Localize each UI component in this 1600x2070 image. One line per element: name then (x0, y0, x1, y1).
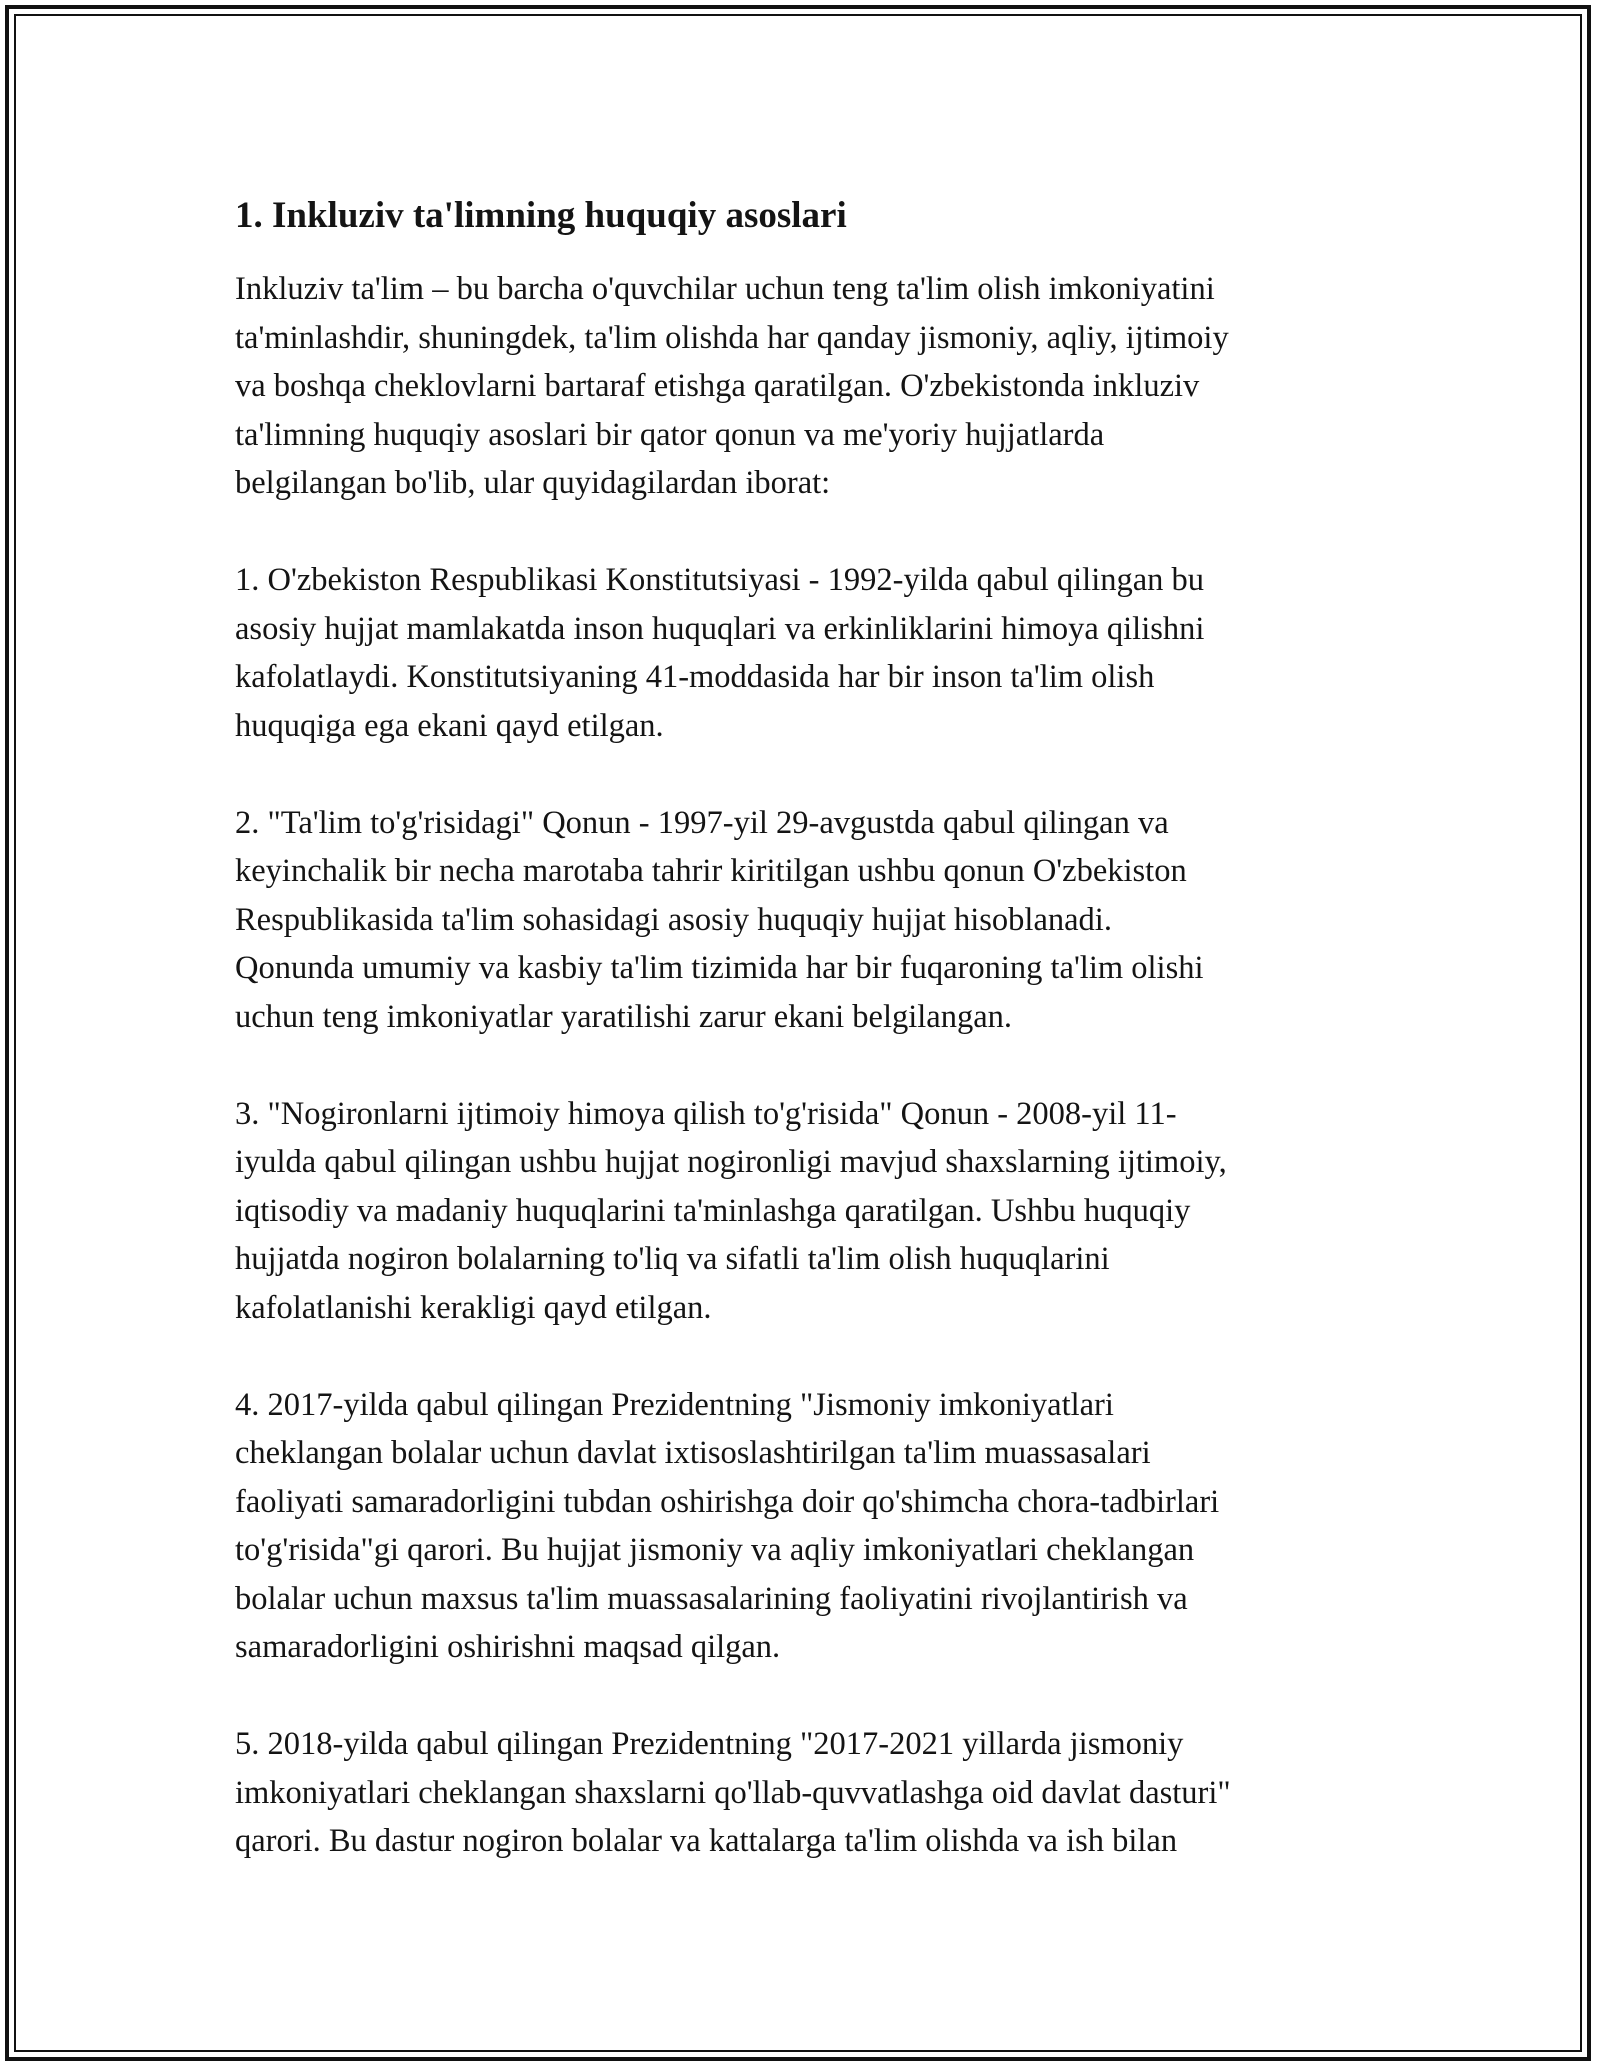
list-item-2017-decree (235, 1381, 1370, 1672)
list-item-education-law (235, 799, 1370, 1042)
list-item-2018-decree (235, 1720, 1370, 1866)
text-line: ta'minlashdir, shuningdek, ta'lim olishda har qanday jismoniy, aqliy, ijtimoiy (235, 319, 1229, 356)
text-line: va boshqa cheklovlarni bartaraf etishga qaratilgan. O'zbekistonda inkluziv (235, 368, 1200, 404)
section-heading: 1. Inkluziv ta'limning huquqiy asoslari (235, 195, 847, 236)
text-line: 4. 2017-yilda qabul qilingan Prezidentning "Jismoniy imkoniyatlari (235, 1386, 1114, 1423)
text-line: Respublikasida ta'lim sohasidagi asosiy huquqiy hujjat hisoblanadi. (235, 901, 1112, 938)
text-line: qarori. Bu dastur nogiron bolalar va kattalarga ta'lim olishda va ish bilan (235, 1823, 1178, 1859)
text-line: Inkluziv ta'lim – bu barcha o'quvchilar uchun teng ta'lim olish imkoniyatini (235, 271, 1215, 307)
text-line: kafolatlaydi. Konstitutsiyaning 41-moddasida har bir inson ta'lim olish (235, 659, 1155, 695)
text-line: bolalar uchun maxsus ta'lim muassasalarining faoliyatini rivojlantirish va (235, 1580, 1188, 1617)
text-line: samaradorligini oshirishni maqsad qilgan. (235, 1629, 781, 1665)
text-line: iyulda qabul qilingan ushbu hujjat nogironligi mavjud shaxslarning ijtimoiy, (235, 1144, 1227, 1180)
text-line: Qonunda umumiy va kasbiy ta'lim tizimida har bir fuqaroning ta'lim olishi (235, 950, 1204, 986)
text-line: iqtisodiy va madaniy huquqlarini ta'minlashga qaratilgan. Ushbu huquqiy (235, 1192, 1191, 1229)
text-line: to'g'risida"gi qarori. Bu hujjat jismoniy va aqliy imkoniyatlari cheklangan (235, 1532, 1195, 1568)
text-line: cheklangan bolalar uchun davlat ixtisoslashtirilgan ta'lim muassasalari (235, 1435, 1151, 1471)
text-line: uchun teng imkoniyatlar yaratilishi zarur ekani belgilangan. (235, 998, 1013, 1035)
list-item-disability-law (235, 1090, 1370, 1333)
text-line: huquqiga ega ekani qayd etilgan. (235, 707, 664, 744)
text-line: 1. O'zbekiston Respublikasi Konstitutsiyasi - 1992-yilda qabul qilingan bu (235, 562, 1205, 598)
text-line: 2. "Ta'lim to'g'risidagi" Qonun - 1997-yil 29-avgustda qabul qilingan va (235, 804, 1169, 841)
text-line: ta'limning huquqiy asoslari bir qator qonun va me'yoriy hujjatlarda (235, 416, 1105, 453)
text-line: faoliyati samaradorligini tubdan oshirishga doir qo'shimcha chora-tadbirlari (235, 1483, 1220, 1520)
document-body (235, 183, 1370, 1866)
text-line: keyinchalik bir necha marotaba tahrir kiritilgan ushbu qonun O'zbekiston (235, 853, 1187, 889)
text-line: kafolatlanishi kerakligi qayd etilgan. (235, 1289, 712, 1326)
text-line: 3. "Nogironlarni ijtimoiy himoya qilish to'g'risida" Qonun - 2008-yil 11- (235, 1095, 1177, 1132)
text-line: imkoniyatlari cheklangan shaxslarni qo'llab-quvvatlashga oid davlat dasturi" (235, 1774, 1231, 1811)
list-item-constitution (235, 556, 1370, 750)
text-line: hujjatda nogiron bolalarning to'liq va sifatli ta'lim olish huquqlarini (235, 1241, 1110, 1277)
text-line: belgilangan bo'lib, ular quyidagilardan iborat: (235, 465, 831, 501)
text-line: asosiy hujjat mamlakatda inson huquqlari va erkinliklarini himoya qilishni (235, 610, 1205, 647)
text-line: 5. 2018-yilda qabul qilingan Prezidentning "2017-2021 yillarda jismoniy (235, 1726, 1184, 1762)
intro-paragraph (235, 265, 1370, 508)
